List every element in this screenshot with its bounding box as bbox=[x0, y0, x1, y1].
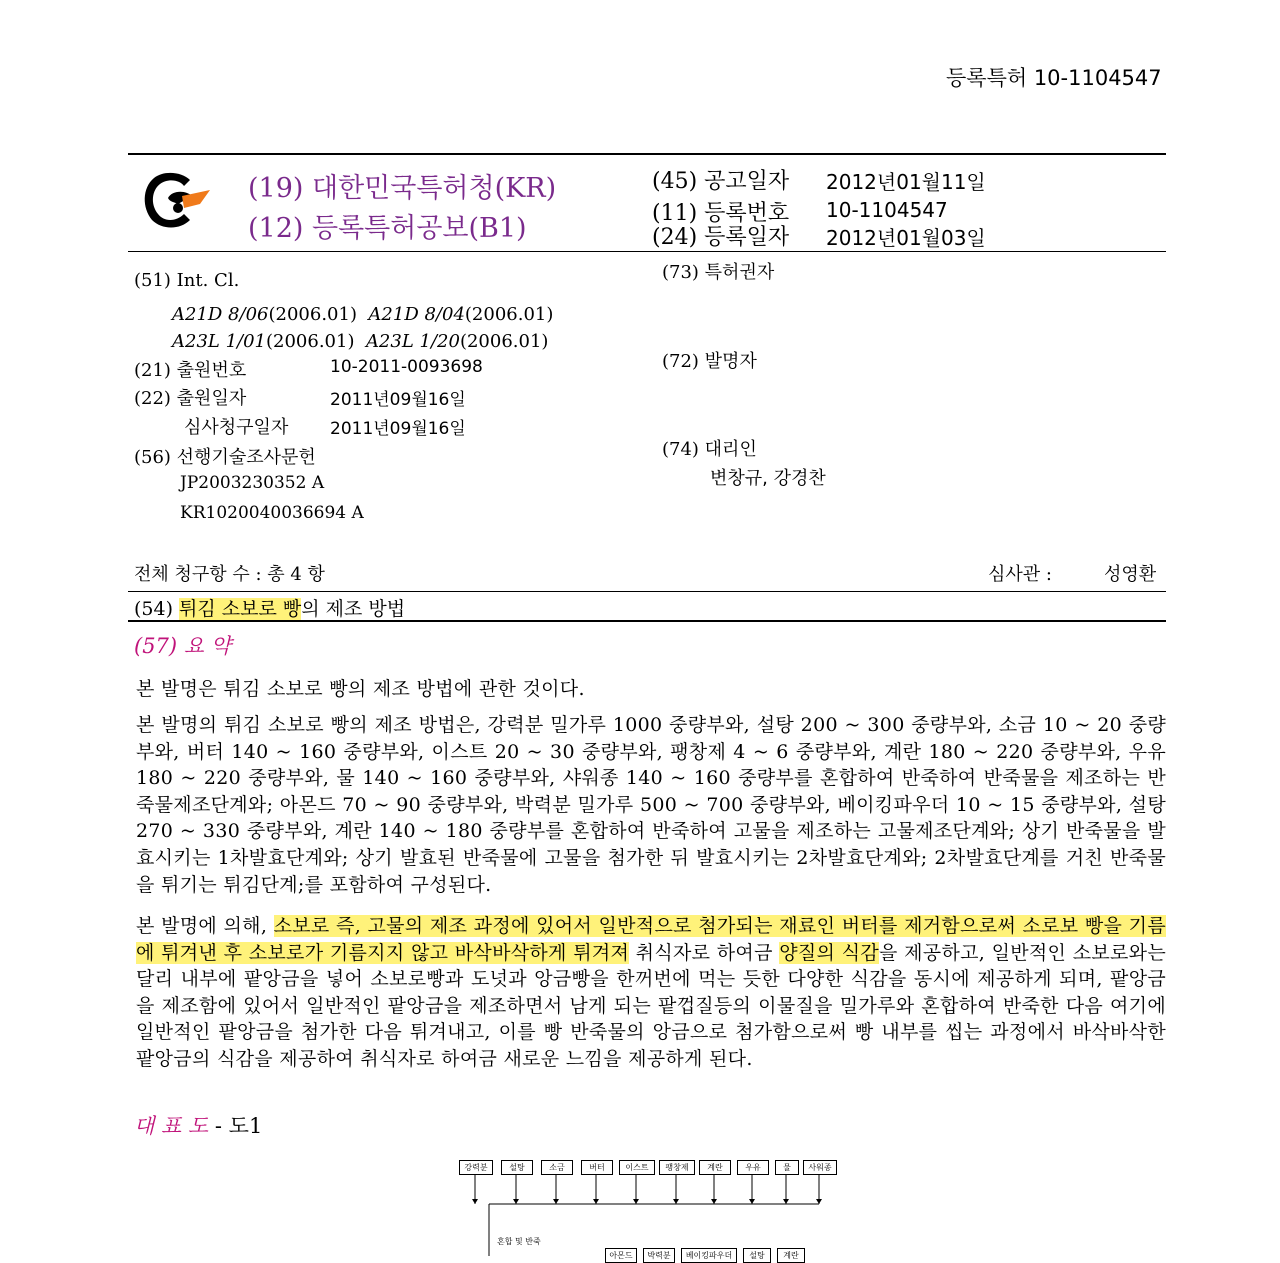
rep-drawing-title: 대 표 도 bbox=[134, 1114, 209, 1138]
prior-art-label: (56) 선행기술조사문헌 bbox=[134, 447, 316, 468]
title-rest: 의 제조 방법 bbox=[301, 598, 406, 620]
ingredient-box: 계란 bbox=[699, 1160, 731, 1175]
header-rule bbox=[128, 251, 1166, 252]
p3-highlight: 소보로 즉, 고물의 제조 과정에 있어서 일반적으로 첨가되는 재료인 버터를 제거함으로써 소로보 빵을 기름에 튀겨낸 후 소보로가 기름지지 않고 바삭바삭하게 튀겨져 bbox=[136, 915, 1166, 964]
abstract-heading: (57) 요 약 bbox=[134, 634, 232, 658]
abstract-paragraph-2: 본 발명의 튀김 소보로 빵의 제조 방법은, 강력분 밀가루 1000 중량부와, 설탕 200 ~ 300 중량부와, 소금 10 ~ 20 중량부와, 버터 140 ~ 160 중량부와, 이스트 20 ~ 30 중량부와, 팽창제 4 ~ 6 중량부와, 계란 180 ~ 220 중량부와, 우유 180 ~ 220 중량부와, 물 140 ~ 160 중량부와, 샤워종 140 ~ 160 중량부를 혼합하여 반죽하여 반죽물을 제조하는 반죽물제조단계와; 아몬드 70 ~ 90 중량부와, 박력분 밀가루 500 ~ 700 중량부와, 베이킹파우더 10 ~ 15 중량부와, 설탕 270 ~ 330 중량부와, 계란 140 ~ 180 중량부를 혼합하여 반죽하여 고물을 제조하는 고물제조단계와; 상기 반죽물을 발효시키는 1차발효단계와; 상기 발효된 반죽물에 고물을 첨가한 뒤 발효시키는 2차발효단계와; 2차발효단계를 거친 반죽물을 튀기는 튀김단계;를 포함하여 구성된다. bbox=[136, 714, 1166, 896]
reg-date-label: (24) 등록일자 bbox=[652, 225, 790, 250]
rep-drawing-suffix: - 도1 bbox=[208, 1114, 263, 1138]
patentee-label: (73) 특허권자 bbox=[662, 262, 775, 283]
reg-no-label: (11) 등록번호 bbox=[652, 201, 790, 226]
ingredient-box: 버터 bbox=[581, 1160, 613, 1175]
rep-drawing-label bbox=[134, 1110, 262, 1140]
p3-text: 본 발명에 의해, bbox=[136, 915, 274, 937]
abstract-paragraph-1: 본 발명은 튀김 소보로 빵의 제조 방법에 관한 것이다. bbox=[136, 678, 585, 700]
kipo-logo-icon bbox=[138, 168, 212, 232]
app-no-label: (21) 출원번호 bbox=[134, 360, 247, 381]
office-line-2: (12) 등록특허공보(B1) bbox=[248, 213, 527, 244]
rep-drawing bbox=[455, 1158, 845, 1260]
topping-box: 박력분 bbox=[643, 1248, 675, 1263]
ipc-row-1 bbox=[172, 304, 553, 325]
ipc-version: (2006.01) bbox=[268, 304, 357, 325]
topping-box: 설탕 bbox=[743, 1248, 771, 1263]
top-rule bbox=[128, 153, 1166, 155]
announce-date-value: 2012년01월11일 bbox=[826, 170, 986, 194]
prior-art-item: JP2003230352 A bbox=[180, 473, 325, 493]
ipc-label: (51) Int. Cl. bbox=[134, 270, 240, 291]
ipc-code: A21D 8/06 bbox=[172, 304, 269, 325]
ingredient-box: 팽창제 bbox=[659, 1160, 695, 1175]
exam-date-label: 심사청구일자 bbox=[184, 417, 289, 438]
prior-art-item: KR1020040036694 A bbox=[180, 503, 364, 523]
p3-text: 취식자로 하여금 bbox=[629, 941, 780, 964]
ipc-code: A21D 8/04 bbox=[368, 304, 465, 325]
reg-date-value: 2012년01월03일 bbox=[826, 226, 986, 250]
app-date-label: (22) 출원일자 bbox=[134, 388, 247, 409]
abstract-paragraph-3 bbox=[136, 913, 1166, 1073]
examiner-name: 성영환 bbox=[1104, 564, 1157, 585]
examiner-label: 심사관 : bbox=[988, 564, 1052, 585]
ipc-code: A23L 1/01 bbox=[172, 331, 266, 352]
title-highlight: 튀김 소보로 빵 bbox=[179, 598, 302, 620]
ingredient-box: 물 bbox=[775, 1160, 799, 1175]
app-no-value: 10-2011-0093698 bbox=[330, 357, 483, 377]
invention-title bbox=[134, 594, 405, 621]
agent-value: 변창규, 강경찬 bbox=[710, 468, 826, 489]
ipc-version: (2006.01) bbox=[459, 331, 549, 352]
agent-label: (74) 대리인 bbox=[662, 439, 757, 460]
ipc-version: (2006.01) bbox=[464, 304, 554, 325]
mix-label: 혼합 및 반죽 bbox=[497, 1237, 541, 1246]
ingredient-box: 소금 bbox=[541, 1160, 573, 1175]
header-doc-number: 등록특허 10-1104547 bbox=[946, 66, 1162, 90]
topping-box: 베이킹파우더 bbox=[681, 1248, 737, 1263]
inventor-label: (72) 발명자 bbox=[662, 351, 757, 372]
ingredient-box: 사워종 bbox=[803, 1160, 837, 1175]
ipc-code: A23L 1/20 bbox=[365, 331, 460, 352]
p3-text: 을 제공하고, 일반적인 소보로와는 달리 내부에 팥앙금을 넣어 소보로빵과 도넛과 앙금빵을 한꺼번에 먹는 듯한 다양한 식감을 동시에 제공하게 되며, 팥앙금을 제조함에 있어서 일반적인 팥앙금을 제조하면서 남게 되는 팥껍질등의 이물질을 밀가루와 혼합하여 반죽한 다음 여기에 일반적인 팥앙금을 첨가한 다음 튀겨내고, 이를 빵 반죽물의 앙금으로 첨가함으로써 빵 내부를 씹는 과정에서 바삭바삭한 팥앙금의 식감을 제공하여 취식자로 하여금 새로운 느낌을 제공하게 된다. bbox=[136, 941, 1166, 1070]
title-number: (54) bbox=[134, 598, 180, 620]
office-line-1: (19) 대한민국특허청(KR) bbox=[248, 173, 557, 204]
announce-date-label: (45) 공고일자 bbox=[652, 169, 790, 194]
exam-date-value: 2011년09월16일 bbox=[330, 419, 466, 439]
p3-highlight: 양질의 식감 bbox=[779, 941, 879, 964]
ipc-row-2 bbox=[172, 331, 548, 352]
app-date-value: 2011년09월16일 bbox=[330, 390, 466, 410]
topping-box: 계란 bbox=[777, 1248, 805, 1263]
total-claims: 전체 청구항 수 : 총 4 항 bbox=[134, 564, 325, 585]
ingredient-box: 강력분 bbox=[459, 1160, 493, 1175]
ingredient-box: 설탕 bbox=[501, 1160, 533, 1175]
claims-rule bbox=[128, 591, 1166, 592]
title-rule bbox=[128, 620, 1166, 622]
topping-box: 아몬드 bbox=[605, 1248, 637, 1263]
ingredient-box: 이스트 bbox=[619, 1160, 655, 1175]
ipc-version: (2006.01) bbox=[266, 331, 355, 352]
reg-no-value: 10-1104547 bbox=[826, 198, 948, 222]
ingredient-box: 우유 bbox=[737, 1160, 769, 1175]
